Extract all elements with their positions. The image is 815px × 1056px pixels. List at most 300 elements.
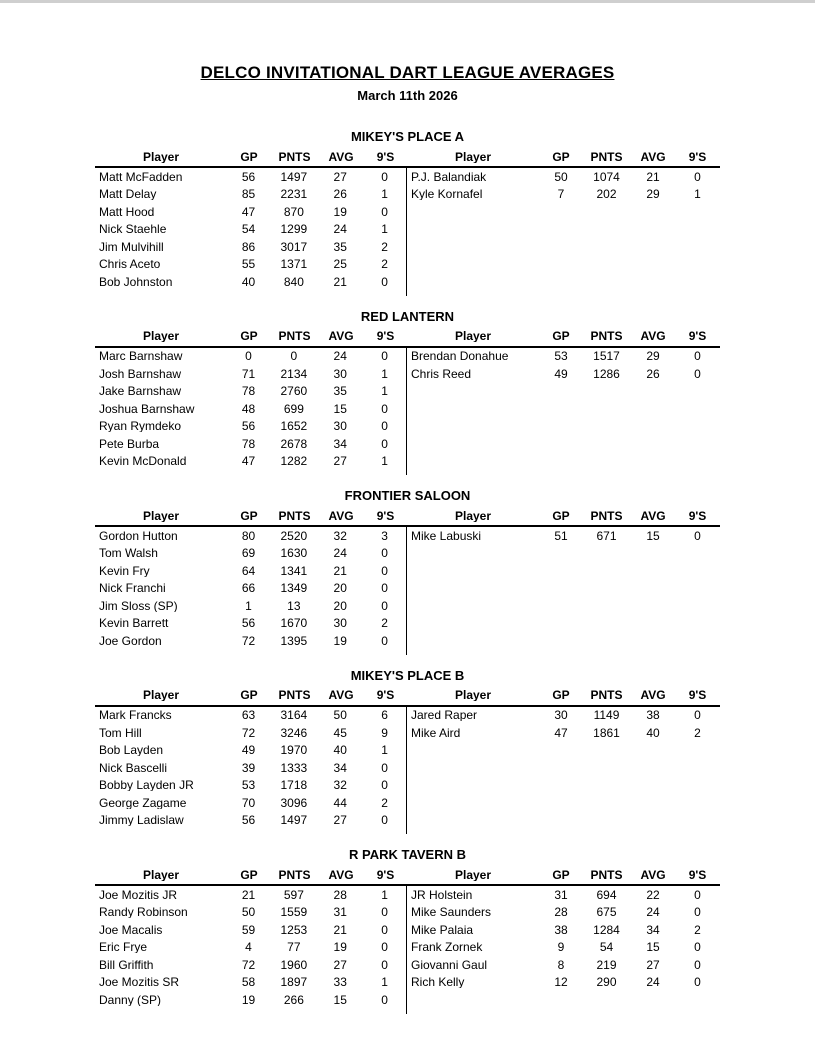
right-table-header (407, 865, 719, 884)
page-date: March 11th 2026 (357, 88, 458, 103)
stat-value: 21 (333, 275, 347, 288)
column-header: Player (454, 868, 492, 881)
player-row (95, 956, 406, 974)
column-header: AVG (328, 330, 354, 342)
player-row (95, 203, 406, 221)
player-name: Joe Gordon (99, 634, 162, 647)
stat-value: 53 (241, 779, 256, 792)
player-row (95, 974, 406, 992)
stat-value: 15 (646, 529, 660, 542)
stat-value: 1349 (280, 582, 308, 595)
stat-value: 1253 (280, 923, 308, 936)
stat-value: 0 (381, 993, 388, 1006)
column-header: PNTS (590, 330, 623, 342)
player-name: Matt Delay (99, 188, 157, 201)
player-name: Nick Bascelli (99, 761, 168, 774)
stat-value: 266 (283, 993, 304, 1006)
player-row (407, 904, 719, 922)
stat-value: 13 (287, 599, 301, 612)
stat-value: 3164 (280, 709, 308, 722)
page-title: DELCO INVITATIONAL DART LEAGUE AVERAGES (200, 63, 615, 82)
column-header: GP (552, 689, 570, 701)
stat-value: 56 (241, 814, 256, 827)
right-table-header (407, 506, 719, 525)
player-row (95, 580, 406, 598)
stat-value: 1861 (593, 726, 620, 739)
stat-value: 0 (694, 976, 701, 989)
player-name: Randy Robinson (99, 906, 188, 919)
stat-value: 59 (241, 923, 256, 936)
player-name: Matt McFadden (99, 170, 183, 183)
stat-value: 71 (241, 367, 256, 380)
stat-value: 1 (381, 976, 388, 989)
table-body (95, 707, 720, 835)
player-name: Rich Kelly (411, 976, 465, 989)
stat-value: 40 (333, 744, 347, 757)
stat-value: 40 (241, 275, 256, 288)
player-name: Eric Frye (99, 941, 147, 954)
stat-value: 47 (241, 455, 256, 468)
stat-value: 3 (381, 529, 388, 542)
stat-value: 27 (333, 958, 347, 971)
stat-value: 0 (381, 761, 388, 774)
stat-value: 1 (381, 744, 388, 757)
player-row (95, 939, 406, 957)
player-name: Bobby Layden JR (99, 779, 194, 792)
player-row (95, 221, 406, 239)
player-name: Mark Francks (99, 709, 172, 722)
player-row (407, 921, 719, 939)
column-header: 9'S (376, 150, 395, 163)
player-name: Frank Zornek (411, 941, 483, 954)
stat-value: 28 (333, 888, 347, 901)
stat-value: 70 (241, 796, 256, 809)
player-row (95, 453, 406, 471)
player-row (95, 777, 406, 795)
stat-value: 1 (381, 385, 388, 398)
column-header: 9'S (376, 689, 395, 701)
stat-value: 1395 (280, 634, 308, 647)
stat-value: 50 (333, 709, 347, 722)
player-name: Jimmy Ladislaw (99, 814, 184, 827)
stat-value: 0 (694, 906, 701, 919)
stat-value: 0 (381, 437, 388, 450)
stat-value: 0 (381, 923, 388, 936)
stat-value: 21 (646, 170, 660, 183)
stat-value: 24 (646, 906, 660, 919)
stat-value: 0 (694, 709, 701, 722)
stat-value: 66 (241, 582, 256, 595)
stat-value: 51 (554, 529, 568, 542)
player-name: Kyle Kornafel (411, 188, 483, 201)
left-roster (95, 707, 407, 835)
column-header: AVG (640, 150, 666, 163)
player-name: Ryan Rymdeko (99, 420, 182, 433)
player-name: Jim Mulvihill (99, 240, 164, 253)
stat-value: 2 (381, 796, 388, 809)
player-row (95, 991, 406, 1009)
stat-value: 7 (557, 188, 565, 201)
right-roster (407, 168, 719, 296)
column-header: GP (240, 689, 258, 701)
player-name: Bob Johnston (99, 275, 173, 288)
stat-value: 30 (554, 709, 568, 722)
stat-value: 1559 (280, 906, 308, 919)
player-name: Kevin Barrett (99, 617, 169, 630)
team-sections (95, 129, 720, 1014)
stat-value: 45 (333, 726, 347, 739)
player-row (95, 168, 406, 186)
stat-value: 0 (694, 367, 701, 380)
player-name: P.J. Balandiak (411, 170, 487, 183)
stat-value: 2678 (280, 437, 308, 450)
stat-value: 40 (646, 726, 660, 739)
right-roster (407, 886, 719, 1014)
stat-value: 29 (646, 350, 660, 363)
player-name: Jared Raper (411, 709, 478, 722)
player-name: Tom Walsh (99, 547, 158, 560)
team-section (95, 309, 720, 476)
stat-value: 19 (333, 634, 347, 647)
stat-value: 671 (596, 529, 617, 542)
player-row (95, 632, 406, 650)
stat-value: 34 (333, 761, 347, 774)
stat-value: 21 (333, 564, 347, 577)
stat-value: 2760 (280, 385, 308, 398)
player-name: Jim Sloss (SP) (99, 599, 178, 612)
team-section (95, 488, 720, 655)
stat-value: 56 (241, 170, 256, 183)
column-header: GP (240, 330, 258, 342)
player-row (95, 724, 406, 742)
player-name: Bob Layden (99, 744, 164, 757)
stat-value: 30 (333, 367, 347, 380)
stat-value: 0 (381, 350, 388, 363)
stat-value: 15 (333, 402, 347, 415)
column-header: AVG (640, 689, 666, 701)
stat-value: 1 (381, 455, 388, 468)
stat-value: 1517 (593, 350, 620, 363)
table-body (95, 886, 720, 1014)
left-table-header (95, 506, 407, 525)
stat-value: 1 (381, 223, 388, 236)
player-name: Marc Barnshaw (99, 350, 183, 363)
column-header: PNTS (278, 330, 311, 342)
stat-value: 63 (241, 709, 256, 722)
stat-value: 20 (333, 599, 347, 612)
player-name: Joe Mozitis JR (99, 888, 178, 901)
stat-value: 25 (333, 258, 347, 271)
stat-value: 0 (694, 529, 701, 542)
stat-value: 64 (241, 564, 256, 577)
column-header: 9'S (688, 689, 707, 701)
player-row (95, 886, 406, 904)
column-header: GP (552, 509, 570, 522)
stat-value: 1333 (280, 761, 308, 774)
stat-value: 48 (241, 402, 256, 415)
column-header: PNTS (278, 868, 311, 881)
player-name: Giovanni Gaul (411, 958, 488, 971)
stat-value: 1 (381, 367, 388, 380)
stat-value: 1897 (280, 976, 308, 989)
stat-value: 1630 (280, 547, 308, 560)
stat-value: 27 (333, 170, 347, 183)
player-name: Chris Aceto (99, 258, 161, 271)
stat-value: 58 (241, 976, 256, 989)
stat-value: 870 (283, 205, 304, 218)
column-header: Player (142, 330, 180, 342)
stat-value: 2520 (280, 529, 308, 542)
stat-value: 2 (381, 258, 388, 271)
stat-value: 0 (381, 402, 388, 415)
column-header: AVG (328, 509, 354, 522)
stat-value: 27 (333, 455, 347, 468)
stat-value: 1299 (280, 223, 308, 236)
player-row (95, 597, 406, 615)
stat-value: 22 (646, 888, 660, 901)
stat-value: 0 (381, 170, 388, 183)
left-roster (95, 168, 407, 296)
stat-value: 0 (381, 547, 388, 560)
column-header: GP (240, 509, 258, 522)
stat-value: 2 (694, 726, 701, 739)
player-name: Bill Griffith (99, 958, 154, 971)
player-row (95, 238, 406, 256)
team-name: RED LANTERN (360, 308, 455, 324)
column-header: 9'S (376, 868, 395, 881)
player-name: Joshua Barnshaw (99, 402, 195, 415)
column-header: GP (552, 868, 570, 881)
table-body (95, 168, 720, 296)
stat-value: 2231 (280, 188, 308, 201)
player-name: JR Holstein (411, 888, 473, 901)
stat-value: 1 (694, 188, 701, 201)
column-header: 9'S (688, 150, 707, 163)
stat-value: 202 (596, 188, 617, 201)
column-header: AVG (640, 509, 666, 522)
player-name: Gordon Hutton (99, 529, 178, 542)
player-row (95, 256, 406, 274)
player-name: Kevin McDonald (99, 455, 187, 468)
stat-value: 675 (596, 906, 617, 919)
stat-value: 9 (381, 726, 388, 739)
stat-value: 32 (333, 779, 347, 792)
stat-value: 1960 (280, 958, 308, 971)
stat-value: 49 (554, 367, 568, 380)
column-header: PNTS (278, 150, 311, 163)
player-row (407, 707, 719, 725)
stat-value: 840 (283, 275, 304, 288)
table-header-row (95, 506, 720, 527)
stat-value: 19 (333, 205, 347, 218)
left-roster (95, 527, 407, 655)
stat-value: 0 (381, 814, 388, 827)
left-table-header (95, 327, 407, 346)
stat-value: 78 (241, 385, 256, 398)
stat-value: 0 (694, 170, 701, 183)
stat-value: 699 (283, 402, 304, 415)
stat-value: 19 (241, 993, 256, 1006)
player-name: Mike Aird (411, 726, 461, 739)
player-name: Joe Macalis (99, 923, 163, 936)
player-row (95, 527, 406, 545)
column-header: PNTS (590, 150, 623, 163)
column-header: Player (142, 150, 180, 163)
right-roster (407, 348, 719, 476)
stat-value: 2 (381, 617, 388, 630)
stat-value: 0 (381, 906, 388, 919)
stat-value: 1284 (593, 923, 620, 936)
stat-value: 1371 (280, 258, 308, 271)
player-row (95, 742, 406, 760)
stat-value: 15 (646, 941, 660, 954)
stat-value: 1718 (280, 779, 308, 792)
player-row (95, 545, 406, 563)
stat-value: 1282 (280, 455, 308, 468)
player-row (407, 956, 719, 974)
column-header: AVG (640, 330, 666, 342)
player-name: Matt Hood (99, 205, 155, 218)
stat-value: 0 (381, 205, 388, 218)
column-header: GP (552, 330, 570, 342)
column-header: Player (454, 150, 492, 163)
stat-value: 86 (241, 240, 256, 253)
stat-value: 27 (646, 958, 660, 971)
player-row (407, 365, 719, 383)
stat-value: 69 (241, 547, 256, 560)
stat-value: 8 (557, 958, 565, 971)
table-header-row (95, 327, 720, 348)
player-name: Danny (SP) (99, 993, 162, 1006)
left-roster (95, 886, 407, 1014)
stat-value: 3246 (280, 726, 308, 739)
team-name: R PARK TAVERN B (349, 847, 466, 862)
stat-value: 31 (333, 906, 347, 919)
stat-value: 47 (241, 205, 256, 218)
player-row (95, 186, 406, 204)
stat-value: 53 (554, 350, 568, 363)
stat-value: 0 (381, 958, 388, 971)
column-header: AVG (328, 689, 354, 701)
column-header: Player (142, 689, 180, 701)
player-row (407, 527, 719, 545)
stat-value: 694 (596, 888, 617, 901)
column-header: GP (240, 150, 258, 163)
team-name: MIKEY'S PLACE B (350, 667, 465, 683)
player-row (407, 939, 719, 957)
player-row (95, 418, 406, 436)
stat-value: 49 (241, 744, 256, 757)
player-row (407, 168, 719, 186)
stat-value: 72 (241, 726, 256, 739)
player-name: Chris Reed (411, 367, 472, 380)
stat-value: 9 (557, 941, 565, 954)
column-header: 9'S (376, 509, 395, 522)
player-name: Jake Barnshaw (99, 385, 182, 398)
stat-value: 31 (554, 888, 568, 901)
left-table-header (95, 147, 407, 166)
player-name: Josh Barnshaw (99, 367, 182, 380)
stat-value: 30 (333, 420, 347, 433)
column-header: 9'S (688, 509, 707, 522)
player-row (95, 759, 406, 777)
stat-value: 72 (241, 634, 256, 647)
table-header-row (95, 147, 720, 168)
player-row (95, 615, 406, 633)
player-row (407, 724, 719, 742)
player-name: Mike Saunders (411, 906, 492, 919)
stat-value: 26 (646, 367, 660, 380)
stat-value: 0 (381, 564, 388, 577)
right-table-header (407, 686, 719, 705)
team-section (95, 668, 720, 835)
stat-value: 56 (241, 420, 256, 433)
column-header: GP (240, 868, 258, 881)
stat-value: 21 (241, 888, 256, 901)
stat-value: 24 (333, 223, 347, 236)
stat-value: 24 (333, 547, 347, 560)
column-header: AVG (640, 868, 666, 881)
stat-value: 1497 (280, 814, 308, 827)
stat-value: 85 (241, 188, 256, 201)
left-roster (95, 348, 407, 476)
stat-value: 1970 (280, 744, 308, 757)
player-name: Pete Burba (99, 437, 160, 450)
stat-value: 0 (381, 941, 388, 954)
player-row (407, 186, 719, 204)
stat-value: 33 (333, 976, 347, 989)
column-header: AVG (328, 868, 354, 881)
team-name: FRONTIER SALOON (344, 488, 471, 503)
stat-value: 20 (333, 582, 347, 595)
column-header: Player (142, 868, 180, 881)
player-name: Kevin Fry (99, 564, 150, 577)
stat-value: 2 (381, 240, 388, 253)
stat-value: 3017 (280, 240, 308, 253)
stat-value: 2134 (280, 367, 308, 380)
stat-value: 1341 (280, 564, 308, 577)
stat-value: 0 (694, 958, 701, 971)
player-name: Nick Staehle (99, 223, 167, 236)
stat-value: 6 (381, 709, 388, 722)
right-roster (407, 527, 719, 655)
stat-value: 0 (290, 350, 298, 363)
player-name: Joe Mozitis SR (99, 976, 180, 989)
left-table-header (95, 865, 407, 884)
stat-value: 54 (599, 941, 614, 954)
stat-value: 1497 (280, 170, 308, 183)
stat-value: 3096 (280, 796, 308, 809)
player-row (95, 794, 406, 812)
column-header: GP (552, 150, 570, 163)
column-header: 9'S (376, 330, 395, 342)
player-row (95, 348, 406, 366)
player-name: Mike Labuski (411, 529, 482, 542)
player-row (95, 435, 406, 453)
player-row (95, 707, 406, 725)
stat-value: 0 (381, 634, 388, 647)
stat-value: 219 (596, 958, 617, 971)
stat-value: 77 (287, 941, 301, 954)
team-section (95, 129, 720, 296)
stat-value: 50 (241, 906, 256, 919)
stat-value: 0 (381, 779, 388, 792)
player-row (407, 886, 719, 904)
stat-value: 1 (381, 888, 388, 901)
stat-value: 44 (333, 796, 347, 809)
document-page (0, 3, 815, 1014)
player-name: Tom Hill (99, 726, 142, 739)
